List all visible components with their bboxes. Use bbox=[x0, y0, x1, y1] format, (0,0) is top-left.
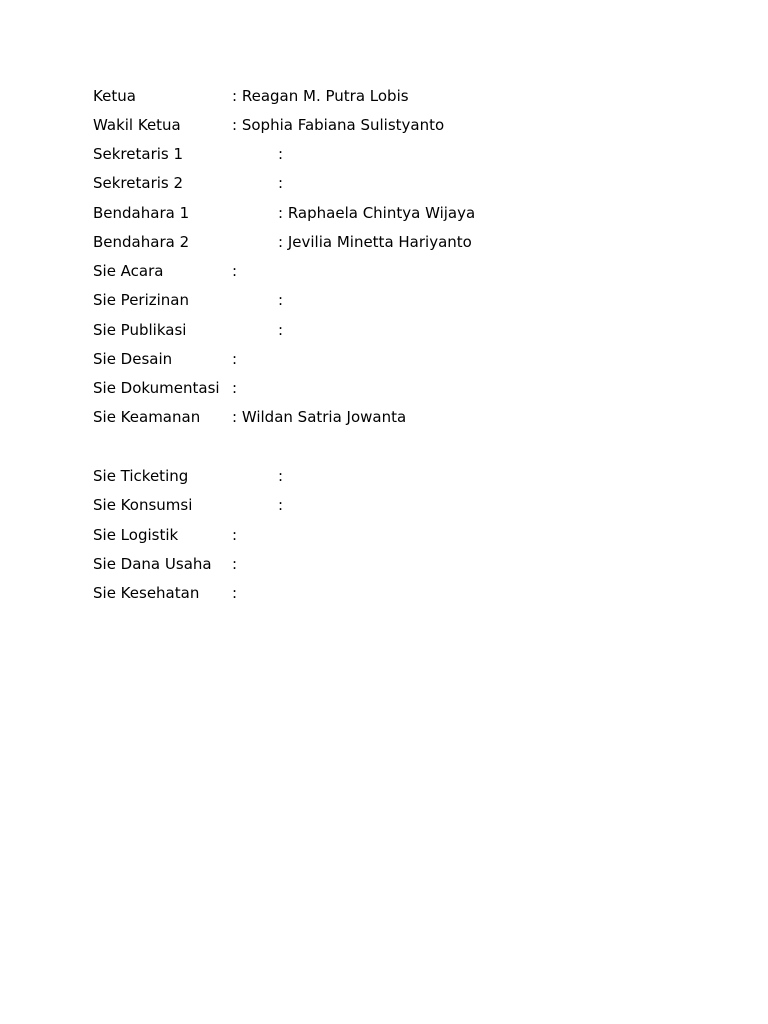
row-sie-konsumsi bbox=[93, 495, 653, 515]
role-label: Bendahara 1 bbox=[93, 204, 190, 222]
row-sie-perizinan bbox=[93, 290, 653, 310]
row-sie-dana-usaha bbox=[93, 554, 653, 574]
role-value bbox=[278, 495, 288, 515]
member-name: Reagan M. Putra Lobis bbox=[241, 87, 409, 105]
separator: : bbox=[232, 584, 238, 602]
row-sie-kesehatan bbox=[93, 583, 653, 603]
row-sie-dokumentasi bbox=[93, 378, 653, 398]
role-value bbox=[232, 378, 242, 398]
separator: : bbox=[232, 555, 238, 573]
role-label: Sie Acara bbox=[93, 262, 164, 280]
separator: : bbox=[232, 262, 238, 280]
role-value bbox=[232, 583, 242, 603]
separator: : bbox=[278, 291, 284, 309]
separator: : bbox=[278, 321, 284, 339]
member-name: Sophia Fabiana Sulistyanto bbox=[241, 116, 445, 134]
role-label: Sie Publikasi bbox=[93, 321, 187, 339]
role-value bbox=[232, 525, 242, 545]
role-label: Ketua bbox=[93, 87, 136, 105]
row-sekretaris-1 bbox=[93, 144, 653, 164]
role-value bbox=[278, 144, 288, 164]
role-label: Sie Perizinan bbox=[93, 291, 190, 309]
row-sie-keamanan bbox=[93, 407, 653, 427]
role-value bbox=[278, 232, 472, 252]
row-wakil-ketua bbox=[93, 115, 653, 135]
separator: : bbox=[278, 467, 284, 485]
role-value bbox=[278, 320, 288, 340]
role-label: Sie Konsumsi bbox=[93, 496, 193, 514]
separator: : bbox=[232, 87, 238, 105]
role-value bbox=[278, 290, 288, 310]
role-value bbox=[232, 115, 444, 135]
separator: : bbox=[278, 174, 284, 192]
row-bendahara-2 bbox=[93, 232, 653, 252]
separator: : bbox=[232, 526, 238, 544]
role-label: Sie Dokumentasi bbox=[93, 379, 220, 397]
role-label: Bendahara 2 bbox=[93, 233, 190, 251]
role-value bbox=[278, 173, 288, 193]
role-value bbox=[232, 407, 406, 427]
separator: : bbox=[232, 116, 238, 134]
separator: : bbox=[232, 379, 238, 397]
role-label: Sekretaris 1 bbox=[93, 145, 184, 163]
role-value bbox=[232, 349, 242, 369]
role-label: Sekretaris 2 bbox=[93, 174, 184, 192]
row-bendahara-1 bbox=[93, 203, 653, 223]
row-sie-logistik bbox=[93, 525, 653, 545]
row-sekretaris-2 bbox=[93, 173, 653, 193]
role-label: Sie Kesehatan bbox=[93, 584, 200, 602]
separator: : bbox=[232, 408, 238, 426]
separator: : bbox=[278, 204, 284, 222]
row-ketua bbox=[93, 86, 653, 106]
row-sie-acara bbox=[93, 261, 653, 281]
row-sie-ticketing bbox=[93, 466, 653, 486]
role-value bbox=[232, 554, 242, 574]
row-sie-desain bbox=[93, 349, 653, 369]
role-label: Sie Dana Usaha bbox=[93, 555, 212, 573]
role-label: Sie Logistik bbox=[93, 526, 179, 544]
role-value bbox=[232, 261, 242, 281]
separator: : bbox=[278, 233, 284, 251]
row-sie-publikasi bbox=[93, 320, 653, 340]
separator: : bbox=[278, 145, 284, 163]
role-value bbox=[278, 203, 475, 223]
separator: : bbox=[232, 350, 238, 368]
member-name: Wildan Satria Jowanta bbox=[241, 408, 407, 426]
member-name: Raphaela Chintya Wijaya bbox=[287, 204, 476, 222]
role-label: Sie Desain bbox=[93, 350, 173, 368]
role-label: Sie Ticketing bbox=[93, 467, 189, 485]
role-value bbox=[278, 466, 288, 486]
role-value bbox=[232, 86, 409, 106]
separator: : bbox=[278, 496, 284, 514]
role-label: Wakil Ketua bbox=[93, 116, 181, 134]
role-label: Sie Keamanan bbox=[93, 408, 201, 426]
member-name: Jevilia Minetta Hariyanto bbox=[287, 233, 472, 251]
